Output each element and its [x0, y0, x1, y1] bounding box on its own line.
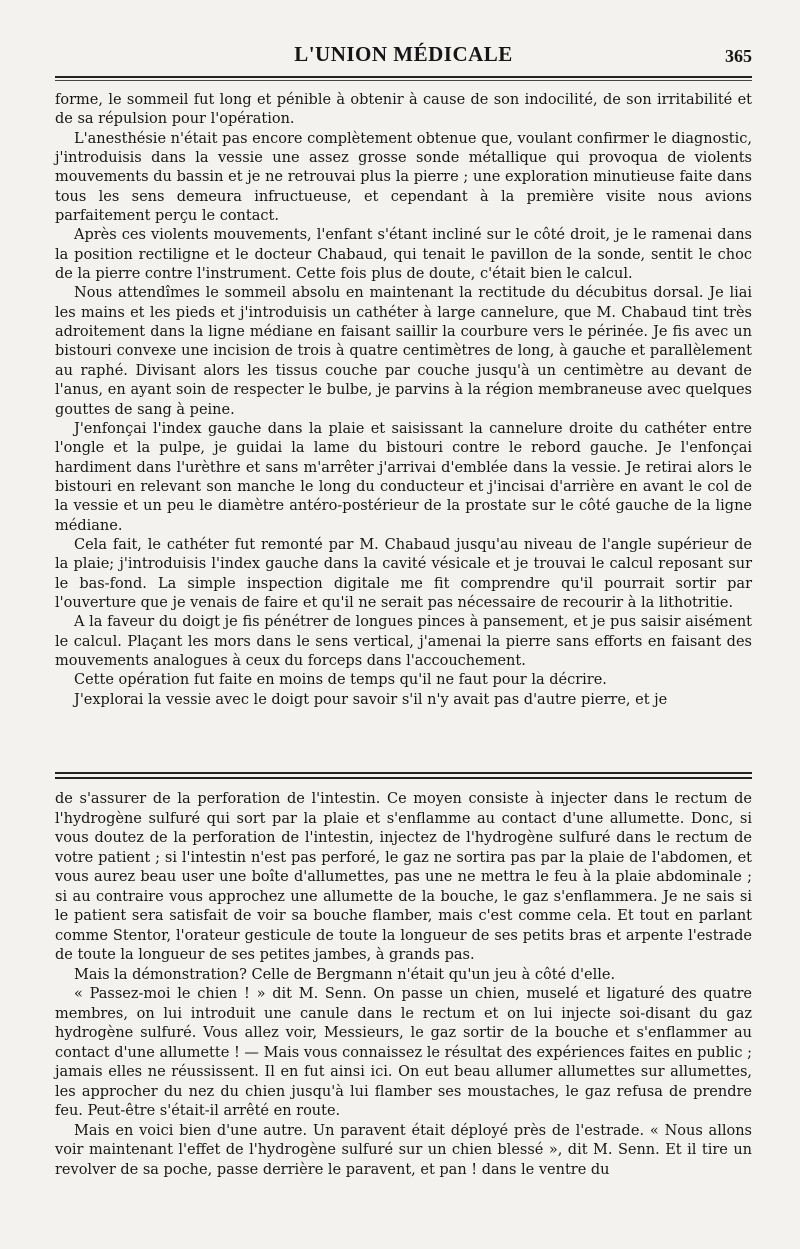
running-header [55, 42, 752, 72]
paragraph: L'anesthésie n'était pas encore complètement obtenue que, voulant confirmer le diagnostic, j'introduisis dans la vessie une assez grosse sonde métallique qui provoqua de violents mouvements du bassin et je ne retrouvai plus la pierre ; une exploration minutieuse faite dans tous les sens demeura infructueuse, et cependant à la première visite nous avions parfaitement perçu le contact. [55, 130, 752, 225]
paragraph: Cela fait, le cathéter fut remonté par M. Chabaud jusqu'au niveau de l'angle supérieur de la plaie; j'introduisis l'index gauche dans la cavité vésicale et je trouvai le calcul reposant sur le bas-fond. La simple inspection digitale me fit comprendre qu'il pourrait sortir par l'ouverture que je venais de faire et qu'il ne serait pas nécessaire de recourir à la lithotritie. [55, 536, 752, 611]
article-top [55, 91, 752, 710]
article-bottom [55, 790, 752, 1180]
header-rule [55, 76, 752, 81]
paragraph: Nous attendîmes le sommeil absolu en maintenant la rectitude du décubitus dorsal. Je liai les mains et les pieds et j'introduisis un cathéter à large cannelure, que M. Chabaud tint très adroitement dans la ligne médiane en faisant saillir la courbure vers le périnée. Je fis avec un bistouri convexe une incision de trois à quatre centimètres de long, à gauche et parallèlement au raphé. Divisant alors les tissus couche par couche jusqu'à un centimètre au devant de l'anus, en ayant soin de respecter le bulbe, je parvins à la région membraneuse avec quelques gouttes de sang à peine. [55, 285, 752, 418]
journal-title: L'UNION MÉDICALE [294, 42, 513, 66]
paragraph: Cette opération fut faite en moins de temps qu'il ne faut pour la décrire. [74, 672, 607, 689]
paragraph: Mais en voici bien d'une autre. Un paravent était déployé près de l'estrade. « Nous allons voir maintenant l'effet de l'hydrogène sulfuré sur un chien blessé », dit M. Senn. Et il tire un revolver de sa poche, passe derrière le paravent, et pan ! dans le ventre du [55, 1122, 752, 1178]
paragraph: J'explorai la vessie avec le doigt pour savoir s'il n'y avait pas d'autre pierre, et je [74, 691, 668, 708]
section-divider [55, 772, 752, 779]
paragraph: Mais la démonstration? Celle de Bergmann n'était qu'un jeu à côté d'elle. [74, 966, 616, 983]
paragraph: « Passez-moi le chien ! » dit M. Senn. On passe un chien, muselé et ligaturé des quatre membres, on lui introduit une canule dans le rectum et on lui injecte soi-disant du gaz hydrogène sulfuré. Vous allez voir, Messieurs, le gaz sortir de la bouche et s'enflammer au contact d'une allumette ! — Mais vous connaissez le résultat des expériences faites en public ; jamais elles ne réussissent. Il en fut ainsi ici. On eut beau allumer allumettes sur allumettes, les approcher du nez du chien jusqu'à lui flamber ses moustaches, le gaz refusa de prendre feu. Peut-être s'était-il arrêté en route. [55, 986, 752, 1119]
paragraph: J'enfonçai l'index gauche dans la plaie et saisissant la cannelure droite du cathéter entre l'ongle et la pulpe, je guidai la lame du bistouri contre le rebord gauche. Je l'enfonçai hardiment dans l'urèthre et sans m'arrêter j'arrivai d'emblée dans la vessie. Je retirai alors le bistouri en relevant son manche le long du conducteur et j'incisai d'arrière en avant le col de la vessie et un peu le diamètre antéro-postérieur de la prostate sur le côté gauche de la ligne médiane. [55, 420, 752, 534]
paragraph: Après ces violents mouvements, l'enfant s'étant incliné sur le côté droit, je le ramenai dans la position rectiligne et le docteur Chabaud, qui tenait le pavillon de la sonde, sentit le choc de la pierre contre l'instrument. Cette fois plus de doute, c'était bien le calcul. [55, 227, 752, 283]
paragraph: A la faveur du doigt je fis pénétrer de longues pinces à pansement, et je pus saisir aisément le calcul. Plaçant les mors dans le sens vertical, j'amenai la pierre sans efforts en faisant des mouvements analogues à ceux du forceps dans l'accouchement. [55, 614, 752, 669]
paragraph: de s'assurer de la perforation de l'intestin. Ce moyen consiste à injecter dans le rectum de l'hydrogène sulfuré qui sort par la plaie et s'enflamme au contact d'une allumette. Donc, si vous doutez de la perforation de l'intestin, injectez de l'hydrogène sulfuré dans le rectum de votre patient ; si l'intestin n'est pas perforé, le gaz ne sortira pas par la plaie de l'abdomen, et vous aurez beau user une boîte d'allumettes, pas une ne mettra le feu à la plaie abdominale ; si au contraire vous approchez une allumette de la bouche, le gaz s'enflammera. Je ne sais si le patient sera satisfait de voir sa bouche flamber, mais c'est comme cela. Et tout en parlant comme Stentor, l'orateur gesticule de toute la longueur de ses petits bras et arpente l'estrade de toute la longueur de ses petites jambes, à grands pas. [55, 791, 752, 963]
paragraph: forme, le sommeil fut long et pénible à obtenir à cause de son indocilité, de son irritabilité et de sa répulsion pour l'opération. [55, 92, 752, 128]
page-number: 365 [725, 46, 752, 66]
